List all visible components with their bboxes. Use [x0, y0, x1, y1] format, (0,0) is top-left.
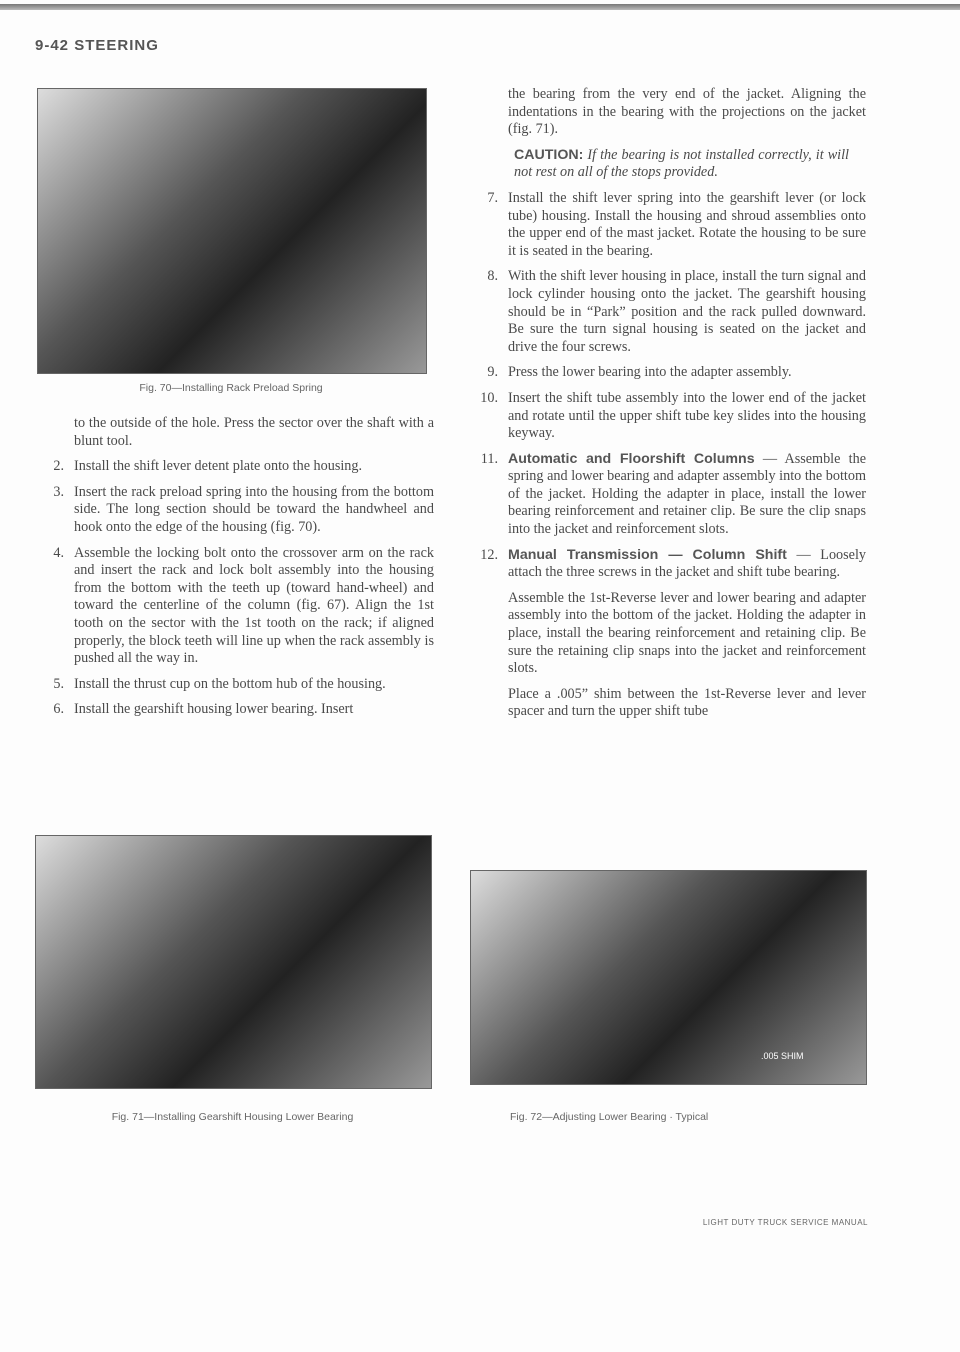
left-column: [36, 415, 434, 727]
figure-70-caption: Fig. 70—Installing Rack Preload Spring: [139, 382, 323, 394]
step-8: [470, 268, 866, 356]
page-footer: LIGHT DUTY TRUCK SERVICE MANUAL: [702, 1218, 868, 1227]
step-6: [36, 701, 434, 719]
step-number: 7.: [487, 189, 498, 206]
step-number: 9.: [487, 364, 498, 381]
top-rule: [0, 4, 960, 10]
step-number: 12.: [480, 546, 498, 563]
step-5: [36, 676, 434, 694]
step-number: 3.: [53, 483, 64, 500]
step-10: [470, 390, 866, 443]
figure-71-caption: Fig. 71—Installing Gearshift Housing Lower Bearing: [111, 1111, 354, 1123]
step-heading: Automatic and Floorshift Columns: [508, 450, 755, 467]
step-text: With the shift lever housing in place, install the turn signal and lock cylinder housing onto the jacket. The gearshift housing should be in “Park” position and the rack pulled downward. Be sure the turn signal housing is seated on the jacket and drive the four screws.: [508, 268, 866, 355]
step-number: 11.: [480, 450, 498, 467]
figure-70-photo: [37, 88, 427, 374]
right-column: [470, 86, 866, 729]
page-header: 9-42 STEERING: [35, 37, 159, 54]
step-text: Install the gearshift housing lower bearing. Insert: [74, 701, 354, 718]
step-number: 10.: [480, 389, 498, 406]
step-text: Insert the rack preload spring into the housing from the bottom side. The long section should be toward the handwheel and hook onto the edge of the housing (fig. 70).: [74, 483, 434, 535]
step-3: [36, 484, 434, 537]
step-text: Insert the shift tube assembly into the lower end of the jacket and rotate until the upper shift tube key slides into the housing keyway.: [508, 389, 866, 442]
step-text: — Assemble the spring and lower bearing and adapter assembly into the bottom of the jacket. Holding the adapter in place, install the lower bearing reinforcement and retainer clip. Be sure the clip snaps into the jacket and reinforcement slots.: [508, 450, 866, 538]
step-text: Press the lower bearing into the adapter assembly.: [508, 364, 792, 381]
step-7: [470, 190, 866, 260]
caution-label: CAUTION:: [514, 146, 584, 163]
figure-72-caption: Fig. 72—Adjusting Lower Bearing · Typical: [510, 1111, 709, 1123]
paragraph: Assemble the 1st-Reverse lever and lower bearing and adapter assembly into the bottom of the jacket. Holding the adapter in place, install the bearing reinforcement and retaining clip. Be sure the retaining clip snaps into the jacket and reinforcement slots.: [508, 589, 866, 677]
step-text: Install the thrust cup on the bottom hub of the housing.: [74, 675, 386, 692]
step-9: [470, 364, 866, 382]
caution-text: If the bearing is not installed correctly, it will not rest on all of the stops provided.: [514, 146, 849, 181]
step-4: [36, 545, 434, 668]
step-heading: Manual Transmission — Column Shift: [508, 546, 787, 563]
step-12: [470, 547, 866, 582]
step-2: [36, 458, 434, 476]
step-number: 8.: [487, 268, 498, 285]
step-text: Install the shift lever detent plate onto the housing.: [74, 458, 363, 475]
step-11: [470, 451, 866, 539]
caution-note: [514, 147, 849, 182]
step-text: — Loosely attach the three screws in the jacket and shift tube bearing.: [508, 546, 866, 581]
step-number: 5.: [53, 675, 64, 692]
paragraph: Place a .005” shim between the 1st-Reverse lever and lever spacer and turn the upper shift tube: [508, 685, 866, 720]
paragraph: the bearing from the very end of the jacket. Aligning the indentations in the bearing with the projections on the jacket (fig. 71).: [508, 86, 866, 138]
step-number: 6.: [53, 701, 64, 718]
figure-71-photo: [35, 835, 432, 1089]
shim-callout: .005 SHIM: [761, 1051, 804, 1061]
paragraph: to the outside of the hole. Press the sector over the shaft with a blunt tool.: [74, 415, 434, 449]
step-text: Install the shift lever spring into the gearshift lever (or lock tube) housing. Install the housing and shroud assemblies onto the upper end of the mast jacket. Rotate the housing to be sure it is seated in the bearing.: [508, 189, 866, 259]
step-number: 4.: [53, 544, 64, 561]
step-number: 2.: [53, 458, 64, 475]
figure-72-photo: [470, 870, 867, 1085]
step-text: Assemble the locking bolt onto the crossover arm on the rack and insert the rack and lock bolt assembly into the housing from the bottom with the teeth up (toward hand-wheel) and toward the centerline of the column (fig. 67). Align the 1st tooth on the sector with the 1st tooth on the rack; if aligned properly, the block teeth will line up when the rack assembly is pushed all the way in.: [74, 544, 434, 667]
